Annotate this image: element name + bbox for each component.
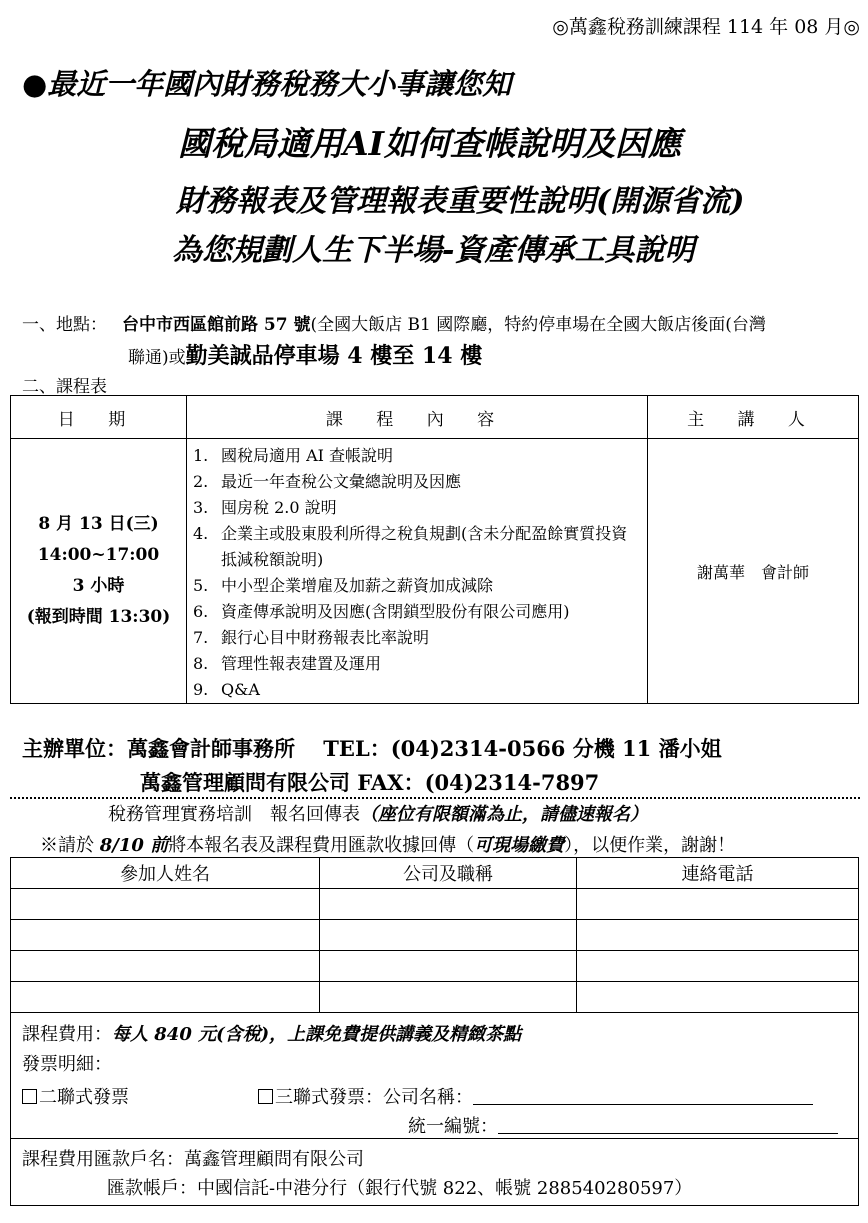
phone-field[interactable] [577, 889, 859, 920]
location-line2-prefix: 聯通)或 [128, 348, 186, 368]
course-header-tag: ◎萬鑫稅務訓練課程 114 年 08 月◎ [552, 16, 860, 38]
note-onsite: 可現場繳費 [474, 835, 565, 856]
company-title-field[interactable] [320, 982, 577, 1013]
fee-label: 課程費用： [22, 1024, 112, 1045]
item-text: 銀行心目中財務報表比率說明 [221, 628, 430, 647]
location-label: 一、地點： [22, 315, 107, 335]
invoice-label: 發票明細： [22, 1054, 112, 1075]
phone-field[interactable] [577, 951, 859, 982]
list-item [193, 521, 641, 573]
attendee-name-field[interactable] [11, 982, 320, 1013]
checkin-time: (報到時間 13:30) [26, 607, 171, 627]
header-content: 課 程 內 容 [187, 396, 648, 439]
list-item [193, 469, 641, 495]
header-phone: 連絡電話 [577, 858, 859, 889]
main-title: ●最近一年國內財務稅務大小事讓您知 [22, 67, 512, 101]
location-line1 [122, 310, 766, 335]
course-time: 14:00~17:00 [37, 545, 160, 565]
item-number: 7. [193, 628, 209, 647]
schedule-header-row [11, 396, 859, 439]
tax-id-row [408, 1112, 838, 1138]
list-item [193, 443, 641, 469]
cut-line [10, 797, 860, 799]
schedule-label: 二、課程表 [22, 377, 107, 397]
list-item [193, 677, 641, 703]
invoice-option-three [258, 1083, 813, 1109]
item-number: 1. [193, 446, 209, 465]
item-text: 管理性報表建置及運用 [221, 654, 382, 673]
schedule-table [10, 395, 859, 704]
item-text: 企業主或股東股利所得之稅負規劃(含未分配盈餘實質投資抵減稅額說明) [221, 524, 628, 569]
bank-account-name: 課程費用匯款戶名：萬鑫管理顧問有限公司 [22, 1149, 364, 1170]
two-part-invoice-label: 二聯式發票 [39, 1087, 129, 1108]
item-number: 8. [193, 654, 209, 673]
signup-table [10, 857, 859, 1013]
signup-header-row [11, 858, 859, 889]
note-post: ），以便作業，謝謝！ [564, 835, 736, 856]
item-text: Q&A [221, 680, 260, 699]
item-number: 4. [193, 524, 209, 543]
table-row [11, 951, 859, 982]
table-row [11, 982, 859, 1013]
three-part-invoice-label: 三聯式發票：公司名稱： [275, 1087, 473, 1108]
subtitle-asset-inheritance: 為您規劃人生下半場-資產傳承工具說明 [172, 233, 695, 268]
company-title-field[interactable] [320, 920, 577, 951]
phone-field[interactable] [577, 982, 859, 1013]
header-speaker: 主 講 人 [648, 396, 859, 439]
item-text: 中小型企業增雇及加薪之薪資加成減除 [221, 576, 494, 595]
bank-account-number: 匯款帳戶：中國信託-中港分行（銀行代號 822、帳號 288540280597） [107, 1178, 693, 1199]
list-item [193, 625, 641, 651]
item-text: 資產傳承說明及因應(含閉鎖型股份有限公司應用) [221, 602, 570, 621]
organizer-line1: 主辦單位：萬鑫會計師事務所 TEL：(04)2314-0566 分機 11 潘小姐 [22, 736, 722, 761]
item-number: 2. [193, 472, 209, 491]
parking-info: 勤美誠品停車場 4 樓至 14 樓 [185, 343, 483, 369]
header-company-title: 公司及職稱 [320, 858, 577, 889]
attendee-name-field[interactable] [11, 889, 320, 920]
schedule-row [11, 439, 859, 704]
note-deadline: 8/10 前 [99, 835, 169, 856]
note-mid: 將本報名表及課程費用匯款收據回傳（ [168, 835, 475, 856]
item-number: 6. [193, 602, 209, 621]
course-duration: 3 小時 [72, 576, 125, 596]
three-part-invoice-checkbox[interactable] [258, 1089, 273, 1104]
fee-line [22, 1020, 521, 1046]
location-line2 [128, 339, 482, 370]
registration-title [108, 800, 648, 826]
subtitle-ai-audit: 國稅局適用AI如何查帳說明及因應 [178, 124, 682, 163]
invoice-option-two [22, 1083, 129, 1109]
list-item [193, 599, 641, 625]
schedule-content-cell [187, 439, 648, 704]
registration-note [40, 831, 735, 857]
item-number: 9. [193, 680, 209, 699]
attendee-name-field[interactable] [11, 951, 320, 982]
header-attendee-name: 參加人姓名 [11, 858, 320, 889]
fee-value: 每人 840 元(含稅)，上課免費提供講義及精緻茶點 [112, 1024, 522, 1045]
company-title-field[interactable] [320, 951, 577, 982]
header-date: 日 期 [11, 396, 187, 439]
schedule-date-cell [11, 439, 187, 704]
item-text: 囤房稅 2.0 說明 [221, 498, 337, 517]
speaker-name: 謝萬華 會計師 [648, 439, 859, 704]
item-text: 國稅局適用 AI 查帳說明 [221, 446, 394, 465]
two-part-invoice-checkbox[interactable] [22, 1089, 37, 1104]
item-number: 5. [193, 576, 209, 595]
table-row [11, 889, 859, 920]
phone-field[interactable] [577, 920, 859, 951]
company-name-field[interactable] [473, 1088, 813, 1105]
list-item [193, 495, 641, 521]
company-title-field[interactable] [320, 889, 577, 920]
location-venue: (全國大飯店 B1 國際廳，特約停車場在全國大飯店後面(台灣 [310, 315, 766, 335]
subtitle-financial-reports: 財務報表及管理報表重要性說明(開源省流) [176, 184, 745, 219]
tax-id-label: 統一編號： [408, 1116, 498, 1137]
location-address: 台中市西區館前路 57 號 [122, 315, 311, 335]
list-item [193, 573, 641, 599]
organizer-line2: 萬鑫管理顧問有限公司 FAX：(04)2314-7897 [140, 770, 600, 795]
course-date: 8 月 13 日(三) [38, 514, 159, 534]
registration-title-text: 稅務管理實務培訓 報名回傳表 [108, 804, 360, 825]
note-pre: ※請於 [40, 835, 100, 856]
attendee-name-field[interactable] [11, 920, 320, 951]
table-row [11, 920, 859, 951]
item-text: 最近一年查稅公文彙總說明及因應 [221, 472, 462, 491]
item-number: 3. [193, 498, 209, 517]
list-item [193, 651, 641, 677]
registration-title-note: （座位有限額滿為止，請儘速報名） [360, 804, 648, 825]
tax-id-field[interactable] [498, 1117, 838, 1134]
